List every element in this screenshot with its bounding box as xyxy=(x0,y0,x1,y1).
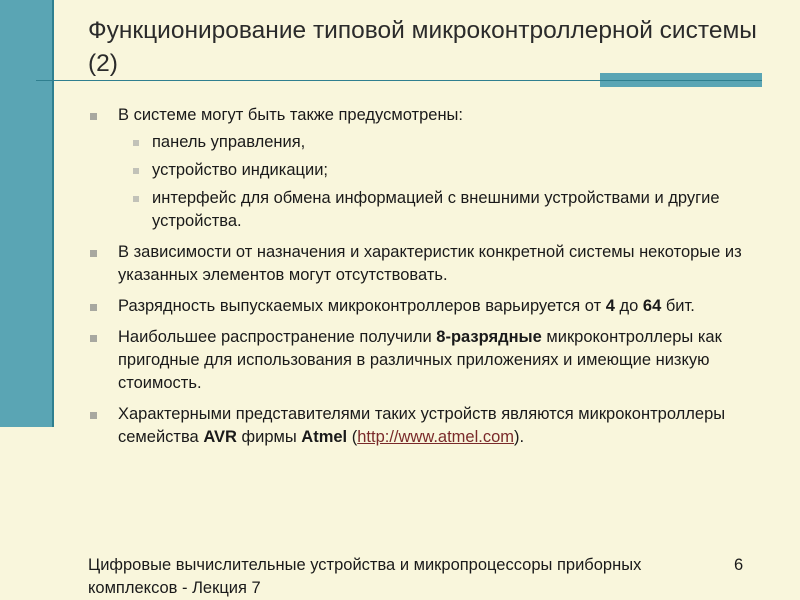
atmel-link[interactable]: http://www.atmel.com xyxy=(357,428,515,446)
sub-bullet-icon xyxy=(133,140,139,146)
text-fragment: Разрядность выпускаемых микроконтроллеров варьируется от xyxy=(118,297,606,315)
bold-term: AVR xyxy=(203,428,237,446)
list-item-text xyxy=(118,405,725,446)
bullet-icon xyxy=(90,250,97,257)
bullet-icon xyxy=(90,335,97,342)
text-fragment: Характерными представителями таких устройств являются микроконтроллеры семейства xyxy=(118,405,726,446)
sub-list-item xyxy=(118,187,760,233)
bullet-list xyxy=(90,104,760,457)
bold-value: 64 xyxy=(642,297,662,315)
bold-value: 4 xyxy=(605,297,615,315)
bullet-icon xyxy=(90,113,97,120)
list-item-text: В зависимости от назначения и характеристик конкретной системы некоторые из указанных элементов могут отсутствовать. xyxy=(118,243,742,284)
bullet-icon xyxy=(90,412,97,419)
list-item-text: В системе могут быть также предусмотрены: xyxy=(118,106,463,124)
list-item xyxy=(90,326,760,395)
sub-list xyxy=(118,131,760,233)
sub-list-item-text: панель управления, xyxy=(152,133,306,151)
text-fragment: ( xyxy=(347,428,358,446)
list-item xyxy=(90,241,760,287)
bold-term: Atmel xyxy=(301,428,348,446)
sub-list-item-text: устройство индикации; xyxy=(152,161,328,179)
sub-bullet-icon xyxy=(133,196,139,202)
text-fragment: бит. xyxy=(661,297,695,315)
text-fragment: ). xyxy=(514,428,525,446)
sub-list-item xyxy=(118,159,760,182)
decorative-side-bar xyxy=(0,0,54,427)
sub-list-item-text: интерфейс для обмена информацией с внешними устройствами и другие устройства. xyxy=(152,189,720,230)
page-number: 6 xyxy=(734,556,744,574)
bullet-icon xyxy=(90,304,97,311)
title-underline xyxy=(36,80,762,81)
list-item-text xyxy=(118,297,695,315)
bold-term: 8-разрядные xyxy=(436,328,542,346)
text-fragment: фирмы xyxy=(236,428,302,446)
text-fragment: до xyxy=(614,297,643,315)
slide-footer: Цифровые вычислительные устройства и микропроцессоры приборных комплексов - Лекция 7 xyxy=(88,556,642,597)
text-fragment: Наибольшее распространение получили xyxy=(118,328,437,346)
sub-bullet-icon xyxy=(133,168,139,174)
slide-title: Функционирование типовой микроконтроллерной системы (2) xyxy=(88,17,757,77)
sub-list-item xyxy=(118,131,760,154)
list-item xyxy=(90,403,760,449)
list-item-text xyxy=(118,328,722,392)
text-fragment: микроконтроллеры как пригодные для использования в различных приложениях и имеющие низкую стоимость. xyxy=(118,328,722,392)
list-item xyxy=(90,104,760,233)
list-item xyxy=(90,295,760,318)
